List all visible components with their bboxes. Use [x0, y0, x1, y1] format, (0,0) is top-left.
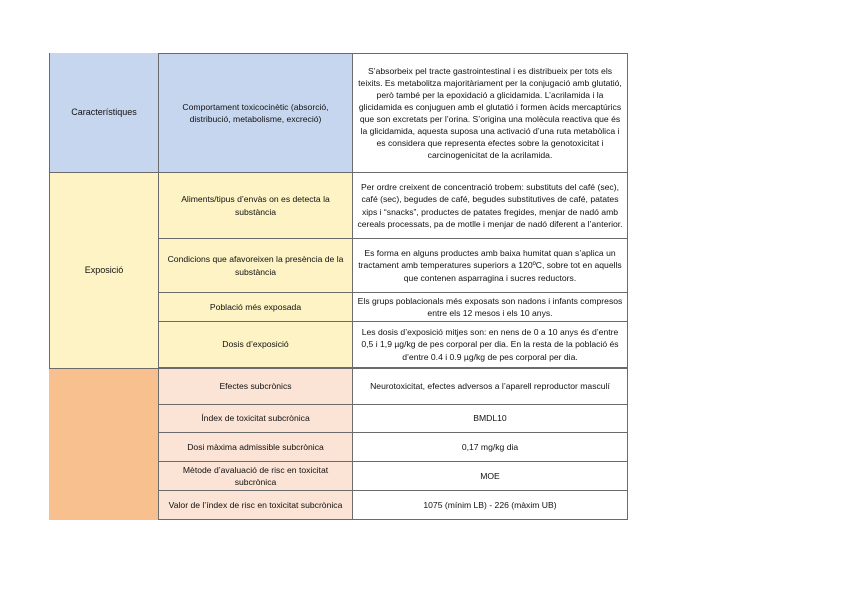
row-label-text: Efectes subcrònics — [219, 381, 292, 392]
row-value-condicions — [352, 238, 628, 293]
row-label-valor-index — [158, 490, 353, 520]
row-value-text: BMDL10 — [473, 413, 507, 424]
row-label-dosi-maxima — [158, 432, 353, 462]
row-value-text: Per ordre creixent de concentració trobem: substituts del café (sec), café (sec), begudes de café, begudes substitutives de café, patates xips i “snacks”, productes de patates fregides, menjar de nadó amb cereals processats, pa de motlle i menjar de nadó diferent a l’anterior. — [357, 182, 623, 229]
category-subcronica — [49, 368, 158, 520]
row-label-aliments — [158, 172, 353, 239]
row-label-text: Condicions que afavoreixen la presència de la substància — [167, 254, 344, 277]
row-value-poblacio — [352, 292, 628, 322]
row-value-text: Neurotoxicitat, efectes adversos a l’aparell reproductor masculí — [370, 381, 610, 392]
row-value-toxicocinetic — [352, 53, 628, 173]
row-label-toxicocinetic — [158, 53, 353, 173]
row-label-condicions — [158, 238, 353, 293]
row-value-text: 1075 (mínim LB) - 226 (màxim UB) — [423, 499, 557, 510]
row-value-efectes — [352, 368, 628, 405]
row-value-index — [352, 404, 628, 433]
row-label-text: Valor de l’índex de risc en toxicitat subcrònica — [168, 499, 343, 510]
row-value-dosi-maxima — [352, 432, 628, 462]
row-label-text: Població més exposada — [209, 301, 302, 312]
row-label-text: Dosi màxima admissible subcrònica — [187, 441, 324, 452]
row-label-text: Comportament toxicocinètic (absorció, distribució, metabolisme, excreció) — [182, 101, 329, 124]
category-label: Característiques — [71, 107, 137, 118]
row-label-metode — [158, 461, 353, 491]
row-value-text: Els grups poblacionals més exposats son nadons i infants compresos entre els 12 mesos i els 10 anys. — [357, 295, 623, 318]
row-label-efectes — [158, 368, 353, 405]
row-value-valor-index — [352, 490, 628, 520]
row-label-index — [158, 404, 353, 433]
row-value-text: MOE — [480, 470, 500, 481]
row-label-text: Mètode d’avaluació de risc en toxicitat subcrònica — [182, 464, 329, 487]
row-value-aliments — [352, 172, 628, 239]
row-label-text: Dosis d’exposició — [222, 339, 289, 350]
row-label-text: Aliments/tipus d’envàs on es detecta la substància — [181, 194, 330, 217]
category-exposicio — [49, 172, 158, 368]
category-label: Exposició — [84, 265, 124, 276]
row-label-text: Índex de toxicitat subcrònica — [201, 413, 310, 424]
row-value-dosis — [352, 321, 628, 368]
row-value-metode — [352, 461, 628, 491]
row-label-dosis — [158, 321, 353, 368]
row-value-text: 0,17 mg/kg dia — [461, 441, 519, 452]
category-caracteristiques — [49, 53, 158, 172]
row-value-text: S’absorbeix pel tracte gastrointestinal i es distribueix per tots els teixits. Es metabolitza majoritàriament per la conjugació amb glutatió, però també per la epoxidació a glicidamida. L’acrilamida i la glicidamida es conjuguen amb el glutatió i formen àcids mercaptúrics que son excretats per l’orina. S’origina una molècula reactiva que és la glicidamida, aquesta suposa una activació d’una ruta metabòlica i es considera que representa efectes sobre la genotoxicitat i carcinogenicitat de la acrilamida. — [358, 65, 622, 161]
row-value-text: Es forma en alguns productes amb baixa humitat quan s’aplica un tractament amb temperatures superiors a 120ºC, sobre tot en aquells que contenen asparragina i sucres reductors. — [358, 248, 622, 283]
row-label-poblacio — [158, 292, 353, 322]
row-value-text: Les dosis d’exposició mitjes son: en nens de 0 a 10 anys és d’entre 0,5 i 1,9 µg/kg de pes corporal per dia. En la resta de la població és d’entre 0.4 i 0.9 µg/kg de pes corporal per dia. — [361, 327, 619, 362]
